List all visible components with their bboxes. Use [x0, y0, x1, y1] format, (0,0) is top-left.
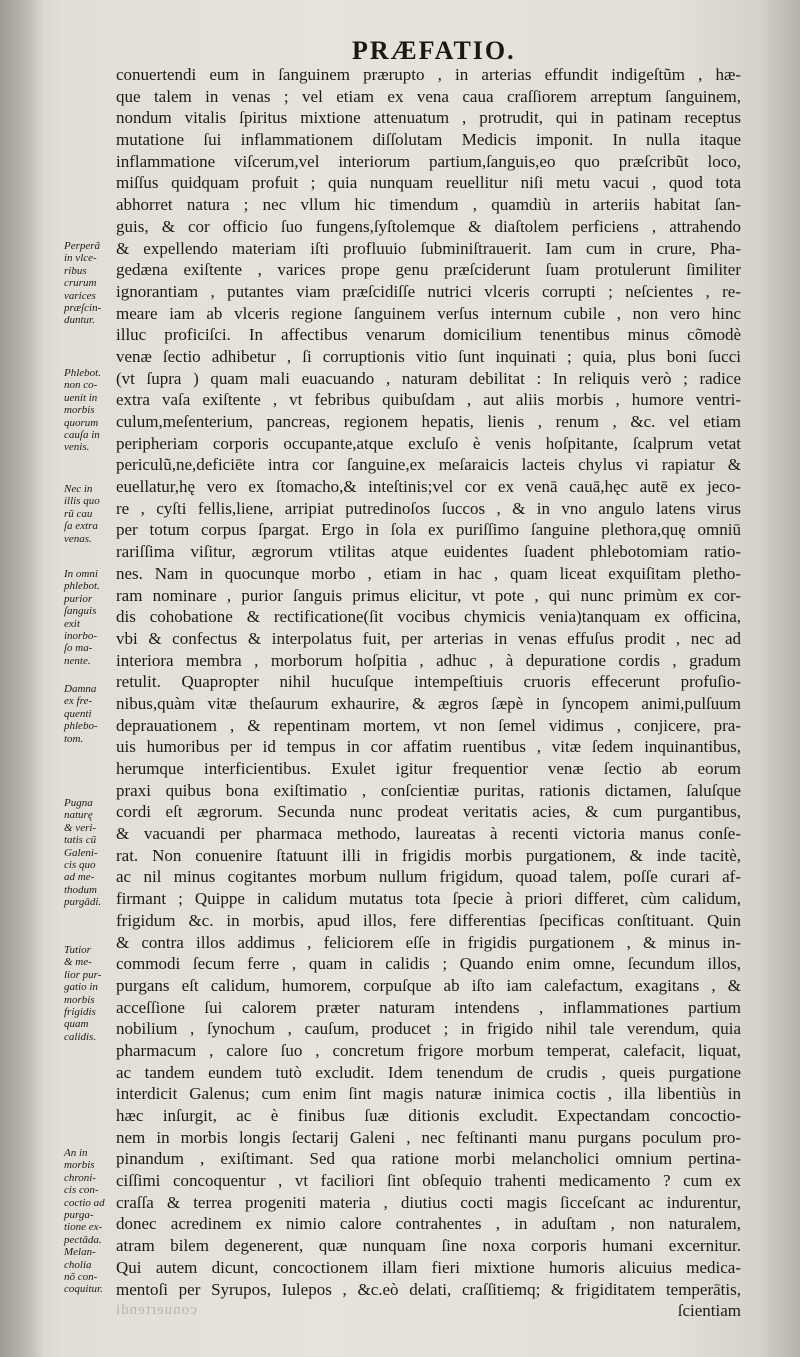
body-line: mentoſi per Syrupos, Iulepos , &c.eò delati, craſſitiemq; & frigiditatem temperātis,: [116, 1279, 741, 1299]
body-line: nobilium , ſynochum , cauſum, producet ; in frigido nihil tale verendum, quia: [116, 1019, 741, 1039]
margin-note-line: Damna: [64, 683, 97, 695]
margin-note-line: Pugna: [64, 797, 93, 809]
body-line: pinandum , exiſtimant. Sed qua ratione morbi melancholici omnium pertina-: [116, 1149, 741, 1169]
margin-note-line: non co-: [64, 379, 98, 392]
body-line: dis cohobatione & rectificatione(ſit vocibus chymicis venia)tanquam ex officina,: [116, 607, 741, 627]
margin-note-line: purior: [64, 592, 93, 605]
margin-note-line: ſanguis: [64, 605, 97, 618]
body-line: ac nil minus cogitantes morbum nullum frigidum, quoad talem, poſſe curari af-: [116, 867, 741, 887]
margin-note-line: pectāda.: [64, 1233, 102, 1246]
body-line: commodi ſecum ferre , quam in calidis ; Quando enim omne, ſecundum illos,: [116, 954, 741, 974]
margin-note-line: Phlebot.: [64, 367, 101, 379]
margin-note-line: quam: [64, 1018, 89, 1031]
bleed-through-text: conuertendi: [115, 1302, 197, 1318]
body-line: ram nominare , purior ſanguis primus elicitur, vt pote , qui nunc primùm ex cor-: [116, 585, 741, 605]
body-line: deprauationem , & repentinam mortem, vt non ſemel vidimus , conjicere, pra-: [116, 715, 741, 735]
body-line: hæc inſurgit, ac è finibus ſuæ ditionis excludit. Expectandam concoctio-: [116, 1106, 741, 1125]
body-line: euellatur,hę vero ex ſtomacho,& inteſtinis;vel cor ex venā cauā,hęc autē ex jeco-: [116, 477, 741, 497]
body-line: peripheriam corporis occupante,atque excluſo è venis hoſpitante, ſcalprum vetat: [116, 433, 741, 453]
page-spine-shadow: [0, 0, 44, 1357]
margin-note: [64, 944, 118, 1043]
margin-note-line: & me-: [64, 956, 92, 969]
body-line: herumque interficientibus. Exulet igitur frequentior venæ ſectio ab eorum: [116, 759, 741, 778]
body-line: mutatione ſui inflammationem diſſolutam Medicis imponit. In nulla itaque: [116, 130, 741, 150]
body-line: retulit. Quapropter nihil hucuſque intempeſtiuis cruoris effecerunt profuſio-: [116, 672, 741, 692]
margin-note-line: venas.: [64, 532, 92, 545]
margin-note-line: exit: [64, 617, 80, 630]
body-line: culum,meſenterium, pancreas, regionem hepatis, lienis , renum , &c. vel etiam: [116, 412, 741, 431]
margin-note-line: duntur.: [64, 314, 95, 327]
body-line: firmant ; Quippe in calidum mutatus tota ſpecie à priori differet, cùm calidum,: [116, 889, 741, 909]
margin-note-line: morbis: [64, 993, 95, 1006]
margin-note-line: An in: [64, 1147, 88, 1159]
body-line: Qui autem dicunt, concoctionem illam fieri mixtione humoris alicuius medica-: [116, 1257, 741, 1277]
margin-note-line: Galeni-: [64, 846, 98, 859]
body-line: venæ ſectio adhibetur , ſi corruptionis vitio ſunt inquinati ; quia, plus boni ſucci: [116, 346, 741, 366]
margin-note-line: In omni: [64, 568, 98, 580]
margin-note-line: ex fre-: [64, 695, 92, 708]
margin-note-line: tatis cũ: [64, 834, 97, 847]
margin-note-line: phlebot.: [64, 580, 100, 593]
margin-note: [64, 240, 118, 327]
margin-note-line: cis con-: [64, 1184, 99, 1197]
body-line: ſcientiam: [677, 1301, 741, 1321]
body-line: conuertendi eum in ſanguinem prærupto , in arterias effundit indigeſtũm , hæ-: [116, 65, 741, 84]
margin-note-line: coquitur.: [64, 1283, 103, 1296]
margin-note-line: Perperã: [64, 240, 101, 252]
body-line: inflammatione viſcerum,vel interiorum partium,ſanguis,eo quo præſcribũt loco,: [116, 151, 741, 171]
body-line: illuc proficiſci. In affectibus venarum domicilium tenentibus minus cõmodè: [116, 325, 741, 345]
margin-note-line: nõ con-: [64, 1271, 98, 1284]
margin-note-line: inorbo-: [64, 630, 97, 643]
margin-note-line: lior pur-: [64, 968, 102, 981]
body-line: gedæna exiſtente , varices prope genu præſciderunt ſuam protulerunt ſimiliter: [116, 260, 741, 280]
margin-note-line: illis quo: [64, 495, 100, 508]
body-line: per totum corpus ſpargat. Ergo in ſola ex puriſſimo ſanguine plethora,quę omniū: [116, 520, 741, 540]
margin-note-line: cholia: [64, 1258, 92, 1271]
margin-note-line: frigidis: [64, 1006, 96, 1019]
body-line: meare iam ab vlceris regione ſanguinem verſus internum cubile , non vero hinc: [116, 303, 741, 323]
margin-note-line: quenti: [64, 707, 92, 720]
body-line: miſſus quidquam profuit ; quia nunquam reuellitur niſi metu vacui , quod tota: [116, 173, 741, 193]
body-line: vbi & confectus & interpolatus fuit, per arterias in venas effuſus prodit , nec ad: [116, 628, 741, 648]
body-line: ignorantiam , putantes viam præſcidiſſe nutrici vlceris corrupti ; neſcientes , re-: [116, 281, 741, 301]
margin-note-line: præſcin-: [64, 302, 102, 315]
body-line: nem in morbis longis ſectarij Galeni , nec feſtinanti manu purgans poculum pro-: [116, 1127, 741, 1147]
margin-note-line: varices: [64, 289, 96, 302]
body-line: re , cyſti fellis,liene, arripiat putredinoſos ſuccos , & in vno angulo latens virus: [116, 498, 741, 518]
margin-note: [64, 797, 118, 909]
margin-note-line: morbis: [64, 1159, 95, 1172]
margin-note: [64, 683, 118, 745]
body-line: acceſſione ſui calorem præter naturam intendens , inflammationes partium: [116, 997, 741, 1017]
body-line: interdicit Galenus; cum enim ſint magis naturæ inimica coctis , illa libentiùs in: [116, 1084, 741, 1104]
body-line: donec acredinem ex nimio calore contrahentes , in aduſtam , non naturalem,: [116, 1214, 741, 1234]
margin-note-line: nente.: [64, 654, 91, 667]
margin-note-line: phlebo-: [64, 720, 98, 733]
body-line: abhorret natura ; nec vllum hic timendum , quamdiù in arteriis habitat ſan-: [116, 195, 741, 215]
margin-note-line: cauſa in: [64, 429, 100, 442]
body-line: frigidum &c. in morbis, apud illos, fere differentias ſpecificas conſtituant. Quin: [116, 910, 741, 930]
margin-note: [64, 568, 118, 667]
margin-note-line: naturę: [64, 809, 93, 822]
body-line: periculũ,ne,deficiēte intra cor ſanguine,ex meſaraicis lacteis chylus vi rapiatur &: [116, 455, 741, 475]
margin-note-line: morbis: [64, 404, 95, 417]
margin-note-line: cis quo: [64, 859, 96, 872]
margin-note-line: ribus: [64, 264, 87, 277]
margin-note-line: & veri-: [64, 821, 97, 834]
body-line: craſſa & terrea progeniti materia , diutius cocti magis ſicceſcant ac indurentur,: [116, 1192, 741, 1212]
margin-note-line: rũ cau: [64, 507, 93, 520]
margin-note-line: ſo ma-: [64, 642, 93, 655]
margin-note-line: purgādi.: [64, 896, 102, 909]
body-line: purgans eſt calidum, humorem, corpuſque ab iſto iam calefactum, exagitans , &: [116, 975, 741, 995]
body-text: [116, 64, 741, 1322]
margin-note-line: uenit in: [64, 391, 98, 404]
body-line: interiora membra , morborum hoſpitia , adhuc , à depuratione cordis , gradum: [116, 650, 741, 670]
body-line: ciſſimi concoquentur , vt faciliori ſint obſequio trahenti medicamento ? cum ex: [116, 1171, 741, 1191]
body-line: nondum vitalis ſpiritus mixtione attenuatum , protrudit, qui in patinam receptus: [116, 108, 741, 128]
body-line: pharmacum , calore ſuo , concretum frigore morbum temperat, calefacit, liquat,: [116, 1040, 741, 1060]
body-line: uis humoribus per id tempus in cor affatim ruentibus , vitæ ſedem inquinantibus,: [116, 737, 741, 757]
body-line: rariſſima viſitur, ægrorum vtilitas atque euidentes ſuadent phlebotomiam ratio-: [116, 542, 741, 562]
margin-note: [64, 483, 118, 545]
body-line: nibus,quàm vitæ theſaurum exhaurire, & ægros ſæpè in ſyncopem animi,pulſuum: [116, 693, 741, 713]
margin-note-line: ad me-: [64, 871, 95, 884]
margin-note-line: quorum: [64, 416, 99, 429]
margin-note-line: in vlce-: [64, 252, 97, 265]
margin-note: [64, 1147, 118, 1296]
page-edge-shadow: [760, 0, 800, 1357]
margin-note-line: ſa extra: [64, 520, 98, 533]
body-line: cordi eſt ægrorum. Secunda nunc prodeat veritatis acies, & cum purgantibus,: [116, 802, 741, 822]
margin-note-line: gatio in: [64, 981, 98, 994]
margin-note-line: venis.: [64, 441, 90, 454]
body-line: que talem in venas ; vel etiam ex vena caua craſſiorem arreptum ſanguinem,: [116, 86, 741, 106]
body-line: extra vaſa exiſtente , vt febribus quibuſdam , aut aliis morbis , humore ventri-: [116, 390, 741, 410]
body-line: nes. Nam in quocunque morbo , etiam in hac , quam liceat exquiſitam pletho-: [116, 563, 741, 583]
margin-note-line: Nec in: [64, 483, 93, 495]
body-line: rat. Non conuenire ſtatuunt illi in frigidis morbis purgationem, & inde tacitè,: [116, 845, 741, 865]
body-line: atram bilem degenerent, quæ nunquam ſine noxa corporis humani excernitur.: [116, 1236, 741, 1256]
margin-note-line: tom.: [64, 732, 84, 745]
body-line: guis, & cor officio ſuo fungens,ſyſtolemque & diaſtolem perficiens , attrahendo: [116, 216, 741, 236]
margin-note-line: chroni-: [64, 1171, 96, 1184]
body-line: praxi quibus bona exiſtimatio , conſcientiæ puritas, rationis dictamen, ſaluſque: [116, 780, 741, 800]
body-line: & contra illos addimus , feliciorem eſſe in frigidis purgationem , & minus in-: [116, 932, 741, 952]
body-line: (vt ſupra ) quam mali euacuando , naturam debilitat : In reliquis verò ; radice: [116, 368, 741, 388]
margin-note-line: Melan-: [64, 1246, 96, 1259]
margin-note-line: tione ex-: [64, 1221, 103, 1234]
margin-note-line: purga-: [64, 1209, 94, 1222]
margin-note-line: coctio ad: [64, 1196, 105, 1209]
body-line: & expellendo materiam iſti profluuio ſubminiſtrauerit. Iam cum in crure, Pha-: [116, 238, 741, 258]
body-line: & vacuandi per pharmaca methodo, laureatas à recenti victoria manus conſe-: [116, 824, 741, 844]
margin-note: [64, 367, 118, 454]
margin-note-line: calidis.: [64, 1030, 97, 1043]
page-title: PRÆFATIO.: [352, 36, 516, 65]
margin-note-line: Tutior: [64, 944, 91, 956]
body-line: ac tandem eundem tutò excludit. Idem tenendum de crudis , queis purgatione: [116, 1062, 741, 1082]
margin-note-line: crurum: [64, 277, 97, 290]
margin-note-line: thodum: [64, 883, 97, 896]
